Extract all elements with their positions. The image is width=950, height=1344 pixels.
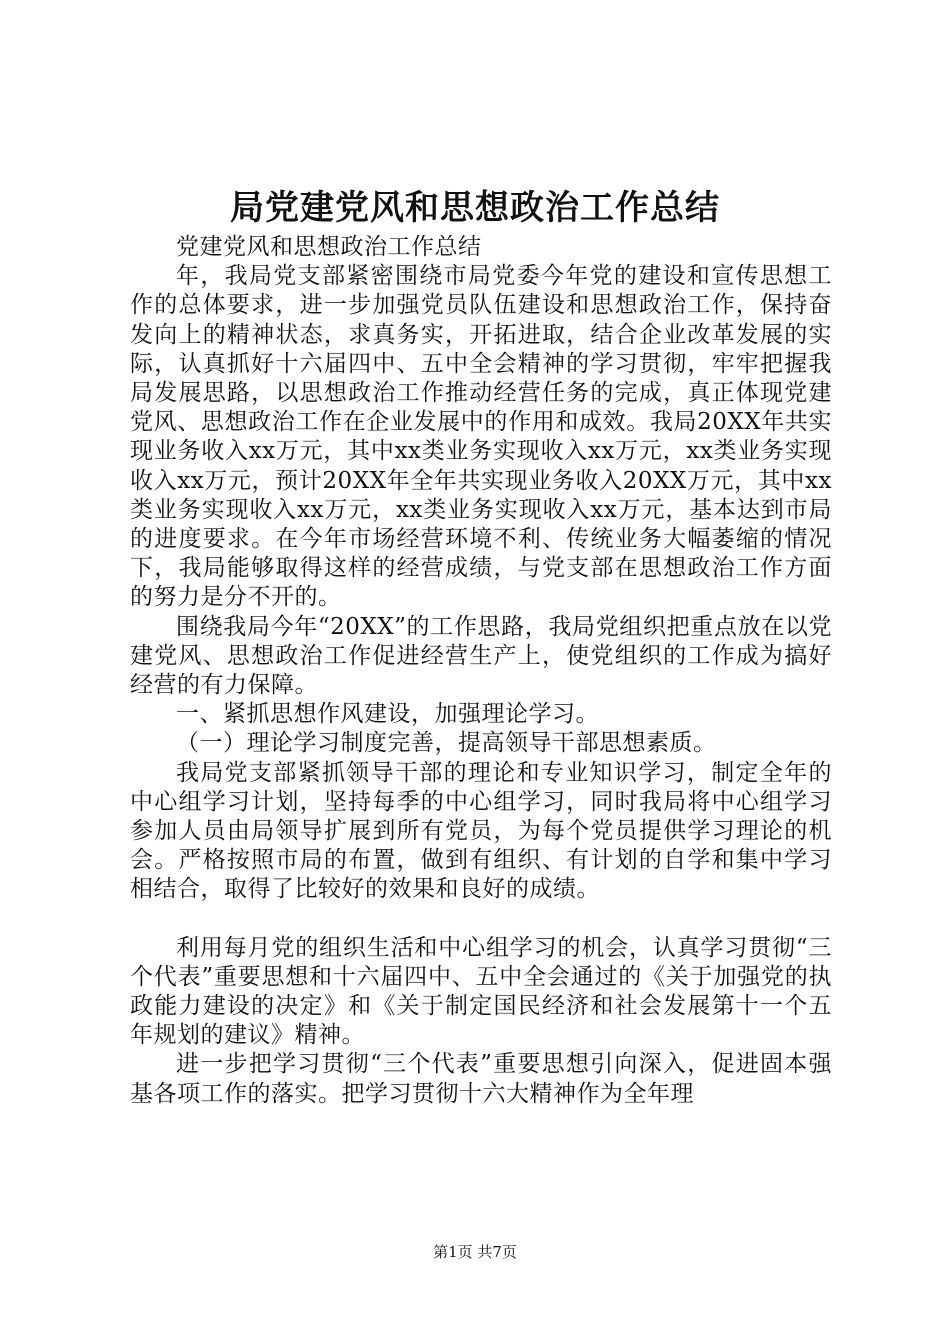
document-body: [130, 233, 832, 1109]
paragraph-study: 我局党支部紧抓领导干部的理论和专业知识学习，制定全年的中心组学习计划，坚持每季的中心组学习，同时我局将中心组学习参加人员由局领导扩展到所有党员，为每个党员提供学习理论的机会。严格按照市局的布置，做到有组织、有计划的自学和集中学习相结合，取得了比较好的效果和良好的成绩。: [130, 759, 832, 903]
paragraph-monthly: 利用每月党的组织生活和中心组学习的机会，认真学习贯彻“三个代表”重要思想和十六届四中、五中全会通过的《关于加强党的执政能力建设的决定》和《关于制定国民经济和社会发展第十一个五年规划的建议》精神。: [130, 934, 832, 1049]
paragraph-further: 进一步把学习贯彻“三个代表”重要思想引向深入，促进固本强基各项工作的落实。把学习贯彻十六大精神作为全年理: [130, 1051, 832, 1107]
paragraph-subtitle: 党建党风和思想政治工作总结: [176, 234, 482, 260]
page-footer: 第1页 共7页: [433, 1243, 517, 1261]
paragraph-focus: 围绕我局今年“20XX”的工作思路，我局党组织把重点放在以党建党风、思想政治工作促进经营生产上，使党组织的工作成为搞好经营的有力保障。: [130, 613, 832, 699]
section-heading-1: 一、紧抓思想作风建设，加强理论学习。: [176, 701, 599, 728]
subsection-heading-1: （一）理论学习制度完善，提高领导干部思想素质。: [176, 730, 717, 757]
document-title: 局党建党风和思想政治工作总结: [230, 188, 720, 228]
paragraph-intro: 年，我局党支部紧密围绕市局党委今年党的建设和宣传思想工作的总体要求，进一步加强党员队伍建设和思想政治工作，保持奋发向上的精神状态，求真务实，开拓进取，结合企业改革发展的实际，认真抓好十六届四中、五中全会精神的学习贯彻，牢牢把握我局发展思路，以思想政治工作推动经营任务的完成，真正体现党建党风、思想政治工作在企业发展中的作用和成效。我局20XX年共实现业务收入xx万元，其中xx类业务实现收入xx万元，xx类业务实现收入xx万元，预计20XX年全年共实现业务收入20XX万元，其中xx类业务实现收入xx万元，xx类业务实现收入xx万元，基本达到市局的进度要求。在今年市场经营环境不利、传统业务大幅萎缩的情况下，我局能够取得这样的经营成绩，与党支部在思想政治工作方面的努力是分不开的。: [130, 263, 832, 611]
